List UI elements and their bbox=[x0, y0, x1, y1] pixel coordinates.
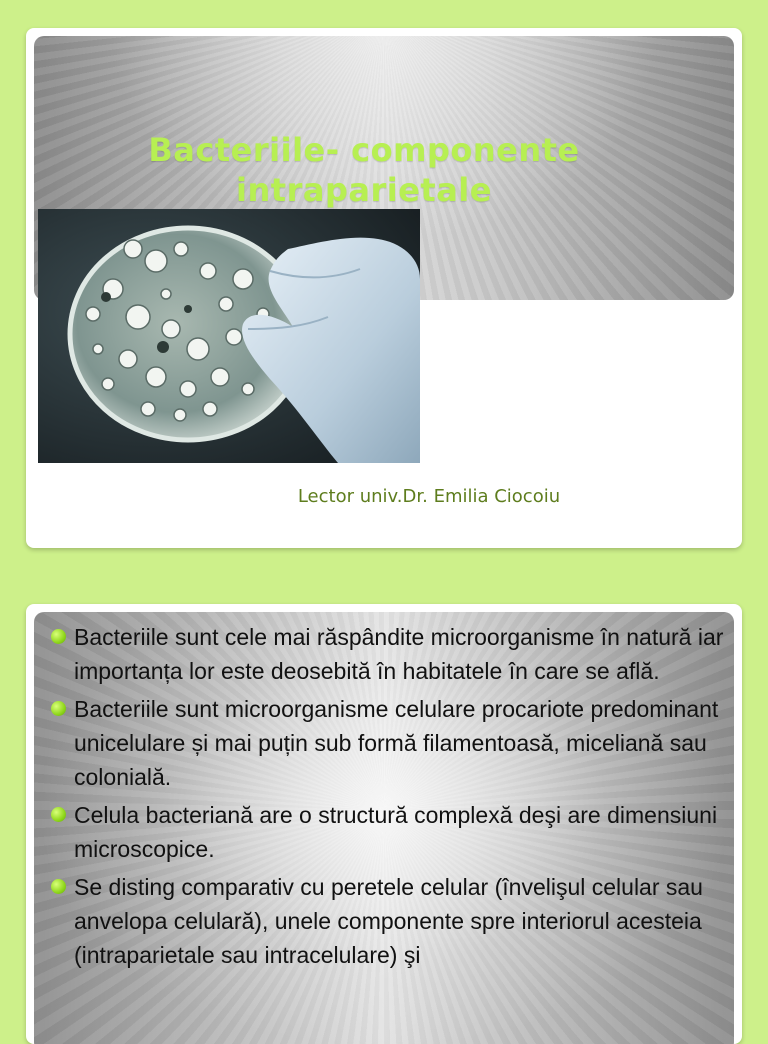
bullet-item bbox=[48, 870, 742, 972]
content-band bbox=[34, 612, 734, 1044]
bullet-item bbox=[48, 692, 742, 794]
bullet-item bbox=[48, 620, 742, 688]
bullet-list bbox=[48, 620, 742, 976]
petri-dish-photo bbox=[38, 209, 420, 463]
bullet-text: Celula bacteriană are o structură complexă deşi are dimensiuni microscopice. bbox=[74, 802, 718, 862]
bullet-dot-icon bbox=[51, 807, 66, 822]
content-slide bbox=[26, 604, 742, 1044]
bullet-dot-icon bbox=[51, 879, 66, 894]
title-slide bbox=[26, 28, 742, 548]
lecturer-name: Lector univ.Dr. Emilia Ciocoiu bbox=[297, 486, 561, 507]
bullet-text: Bacteriile sunt microorganisme celulare procariote predominant unicelulare și mai puțin sub formă filamentoasă, miceliană sau colonială. bbox=[74, 696, 719, 790]
bullet-dot-icon bbox=[51, 629, 66, 644]
petri-dish-illustration bbox=[38, 209, 420, 463]
bullet-item bbox=[48, 798, 742, 866]
bullet-text: Se disting comparativ cu peretele celular (învelişul celular sau anvelopa celulară), unele componente spre interiorul acesteia (intraparietale sau intracelulare) şi bbox=[74, 874, 703, 968]
bullet-dot-icon bbox=[51, 701, 66, 716]
bullet-text: Bacteriile sunt cele mai răspândite microorganisme în natură iar importanța lor este deosebită în habitatele în care se află. bbox=[74, 624, 724, 684]
slide-title: Bacteriile- componente intraparietale bbox=[148, 131, 580, 209]
